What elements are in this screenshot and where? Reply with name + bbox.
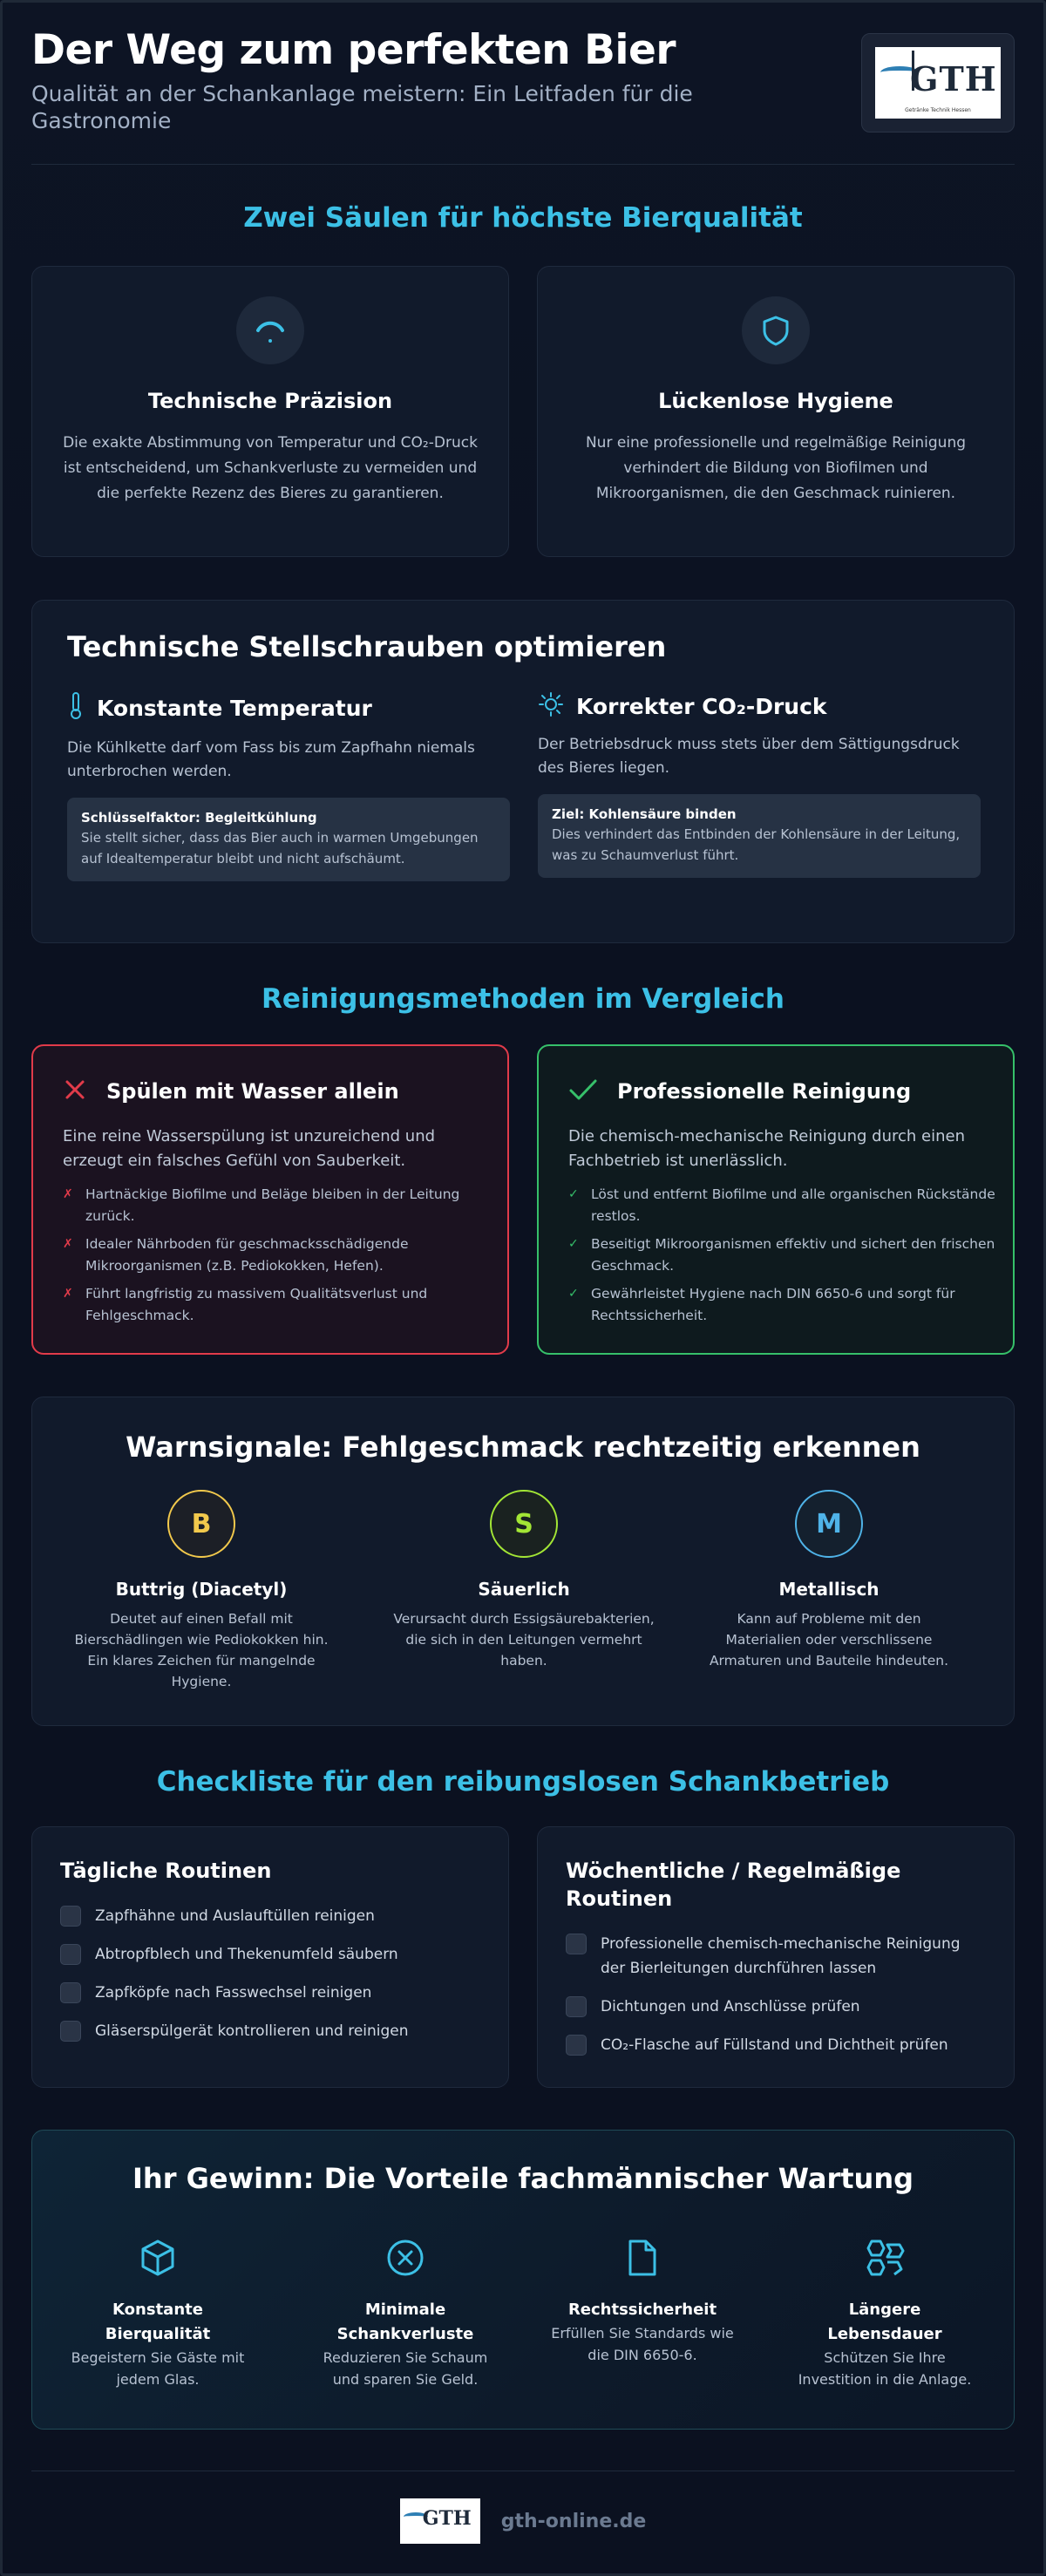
- list-item-text: Hartnäckige Biofilme und Beläge bleiben in der Leitung zurück.: [85, 1186, 460, 1224]
- checklist-item-label: CO₂-Flasche auf Füllstand und Dichtheit prüfen: [601, 2036, 948, 2054]
- x-circle-icon: [309, 2235, 501, 2280]
- check-mark-icon: ✓: [568, 1287, 579, 1301]
- comparison-card-title: Professionelle Reinigung: [617, 1079, 912, 1104]
- letter-b-icon: B: [167, 1490, 235, 1558]
- benefit-title: Konstante Bierqualität: [105, 2301, 211, 2343]
- check-mark-icon: ✓: [568, 1237, 579, 1251]
- checklist-weekly-card: [537, 1826, 1015, 2088]
- hint-title: Schlüsselfaktor: Begleitkühlung: [81, 810, 317, 826]
- checklist-item[interactable]: [60, 1904, 479, 1928]
- list-item: [63, 1234, 490, 1277]
- checklist-item[interactable]: [60, 1981, 479, 2005]
- cube-icon: [62, 2235, 254, 2280]
- logo-container: [861, 33, 1015, 133]
- list-item-text: Idealer Nährboden für geschmacksschädigende Mikroorganismen (z.B. Pediokokken, Hefen).: [85, 1236, 409, 1274]
- list-item: [63, 1283, 490, 1327]
- checklist-item-label: Abtropfblech und Thekenumfeld säubern: [95, 1946, 398, 1963]
- checklist-item-label: Dichtungen und Anschlüsse prüfen: [601, 1998, 860, 2015]
- pressure-icon: [538, 691, 564, 721]
- close-icon: [63, 1077, 87, 1105]
- checkbox[interactable]: [566, 1996, 587, 2017]
- document-icon: [547, 2235, 738, 2280]
- technical-item-title: Konstante Temperatur: [97, 695, 372, 721]
- check-mark-icon: ✓: [568, 1187, 579, 1201]
- benefit-item: [62, 2235, 254, 2390]
- gauge-icon: [236, 296, 304, 364]
- header-divider: [31, 164, 1015, 165]
- checklist-item[interactable]: [566, 1932, 984, 1981]
- benefits-card: [31, 2130, 1015, 2430]
- gth-logo: [875, 47, 1001, 119]
- check-icon: [568, 1077, 598, 1105]
- technical-item-text: Die Kühlkette darf vom Fass bis zum Zapfhahn niemals unterbrochen werden.: [67, 739, 475, 780]
- list-item: [63, 1184, 490, 1227]
- shield-icon: [742, 296, 810, 364]
- comparison-list: [568, 1184, 995, 1333]
- footer: [31, 2498, 1015, 2544]
- pillar-title: Lückenlose Hygiene: [658, 389, 893, 413]
- checklist-title: Checkliste für den reibungslosen Schankbetrieb: [156, 1766, 890, 1798]
- list-item-text: Beseitigt Mikroorganismen effektiv und sichert den frischen Geschmack.: [591, 1236, 995, 1274]
- checkbox[interactable]: [60, 1944, 81, 1965]
- checklist-item-label: Gläserspülgerät kontrollieren und reinigen: [95, 2022, 409, 2040]
- footer-logo-text: GTH: [422, 2507, 472, 2530]
- checklist-item[interactable]: [566, 1995, 984, 2019]
- pillar-card-hygiene: [537, 266, 1015, 557]
- benefit-text: Schützen Sie Ihre Investition in die Anlage.: [798, 2349, 972, 2388]
- comparison-title: Reinigungsmethoden im Vergleich: [261, 983, 785, 1015]
- warning-text: Verursacht durch Essigsäurebakterien, die sich in den Leitungen vermehrt haben.: [393, 1611, 655, 1669]
- warnings-card: [31, 1397, 1015, 1726]
- checklist-daily-card: [31, 1826, 509, 2088]
- list-item-text: Führt langfristig zu massivem Qualitätsverlust und Fehlgeschmack.: [85, 1286, 428, 1323]
- footer-logo: [400, 2498, 480, 2544]
- list-item: [568, 1234, 995, 1277]
- benefit-text: Reduzieren Sie Schaum und sparen Sie Geld.: [323, 2349, 488, 2388]
- cross-mark-icon: ✗: [63, 1287, 73, 1301]
- checklist-daily-list: [60, 1904, 479, 2057]
- pillar-text: Nur eine professionelle und regelmäßige Reinigung verhindert die Bildung von Biofilmen und Mikroorganismen, die den Geschmack ruinieren.: [585, 434, 967, 502]
- benefit-item: [309, 2235, 501, 2390]
- checkbox[interactable]: [566, 1934, 587, 1954]
- checklist-item[interactable]: [60, 1942, 479, 1967]
- pillar-card-technik: [31, 266, 509, 557]
- technical-hint: [67, 798, 510, 881]
- checklist-item[interactable]: [60, 2019, 479, 2043]
- checklist-item-label: Professionelle chemisch-mechanische Reinigung der Bierleitungen durchführen lassen: [601, 1935, 961, 1977]
- thermometer-icon: [67, 691, 85, 724]
- warning-text: Deutet auf einen Befall mit Bierschädlingen wie Pediokokken hin. Ein klares Zeichen für mangelnde Hygiene.: [74, 1611, 329, 1689]
- header: [31, 26, 1015, 139]
- checklist-daily-title: Tägliche Routinen: [60, 1859, 272, 1883]
- warning-item-buttrig: [71, 1490, 332, 1692]
- technical-card: [31, 600, 1015, 943]
- comparison-card-lead: Eine reine Wasserspülung ist unzureichend und erzeugt ein falsches Gefühl von Sauberkeit.: [63, 1127, 436, 1170]
- warning-text: Kann auf Probleme mit den Materialien oder verschlissene Armaturen und Bauteile hindeuten.: [709, 1611, 949, 1669]
- benefit-title: Minimale Schankverluste: [336, 2301, 474, 2343]
- technical-item-temperatur: [67, 691, 510, 881]
- checkbox[interactable]: [60, 1906, 81, 1927]
- checkbox[interactable]: [60, 1982, 81, 2003]
- technical-item-title: Korrekter CO₂-Druck: [576, 693, 827, 719]
- benefit-item: [789, 2235, 981, 2390]
- hint-text: Dies verhindert das Entbinden der Kohlensäure in der Leitung, was zu Schaumverlust führt.: [552, 826, 961, 863]
- letter-s-icon: S: [490, 1490, 558, 1558]
- warning-item-metallisch: [698, 1490, 960, 1671]
- cross-mark-icon: ✗: [63, 1187, 73, 1201]
- checklist-item-label: Zapfhähne und Auslauftüllen reinigen: [95, 1907, 375, 1925]
- warning-title: Buttrig (Diacetyl): [115, 1579, 288, 1600]
- letter-m-icon: M: [795, 1490, 863, 1558]
- footer-url-link[interactable]: gth-online.de: [500, 2510, 647, 2532]
- checklist-weekly-title: Wöchentliche / Regelmäßige Routinen: [566, 1859, 901, 1911]
- benefits-title: Ihr Gewinn: Die Vorteile fachmännischer Wartung: [132, 2162, 914, 2195]
- warning-title: Säuerlich: [478, 1579, 570, 1600]
- list-item-text: Gewährleistet Hygiene nach DIN 6650-6 und sorgt für Rechtssicherheit.: [591, 1286, 955, 1323]
- cross-mark-icon: ✗: [63, 1237, 73, 1251]
- checklist-item[interactable]: [566, 2033, 984, 2057]
- list-item: [568, 1283, 995, 1327]
- page-title: Der Weg zum perfekten Bier: [31, 26, 676, 74]
- benefit-text: Erfüllen Sie Standards wie die DIN 6650-6.: [551, 2325, 734, 2363]
- technical-title: Technische Stellschrauben optimieren: [67, 630, 667, 663]
- checkbox[interactable]: [60, 2021, 81, 2042]
- comparison-card-professional: [537, 1044, 1015, 1355]
- technical-item-text: Der Betriebsdruck muss stets über dem Sättigungsdruck des Bieres liegen.: [538, 736, 960, 777]
- comparison-card-water: [31, 1044, 509, 1355]
- comparison-list: [63, 1184, 490, 1333]
- list-item: [568, 1184, 995, 1227]
- warning-item-saeuerlich: [393, 1490, 655, 1671]
- benefit-item: [547, 2235, 738, 2366]
- benefit-title: Längere Lebensdauer: [827, 2301, 942, 2343]
- logo-tagline: Getränke Technik Hessen: [905, 107, 971, 113]
- warnings-title: Warnsignale: Fehlgeschmack rechtzeitig erkennen: [126, 1431, 920, 1464]
- comparison-card-title: Spülen mit Wasser allein: [106, 1079, 399, 1104]
- hint-text: Sie stellt sicher, dass das Bier auch in warmen Umgebungen auf Idealtemperatur bleibt und nicht aufschäumt.: [81, 830, 479, 867]
- pillars-title: Zwei Säulen für höchste Bierqualität: [243, 202, 803, 234]
- checklist-item-label: Zapfköpfe nach Fasswechsel reinigen: [95, 1984, 372, 2002]
- pillar-title: Technische Präzision: [147, 389, 393, 413]
- benefit-title: Rechtssicherheit: [567, 2301, 717, 2319]
- checkbox[interactable]: [566, 2035, 587, 2056]
- pillar-text: Die exakte Abstimmung von Temperatur und CO₂-Druck ist entscheidend, um Schankverluste zu vermeiden und die perfekte Rezenz des Bieres zu garantieren.: [63, 434, 478, 502]
- logo-text: GTH: [910, 59, 997, 99]
- page-subtitle: Qualität an der Schankanlage meistern: Ein Leitfaden für die Gastronomie: [31, 81, 693, 133]
- technical-hint: [538, 794, 981, 878]
- benefit-text: Begeistern Sie Gäste mit jedem Glas.: [71, 2349, 245, 2388]
- comparison-card-lead: Die chemisch-mechanische Reinigung durch einen Fachbetrieb ist unerlässlich.: [568, 1127, 965, 1170]
- checklist-weekly-list: [566, 1932, 984, 2071]
- technical-item-co2: [538, 691, 981, 878]
- hint-title: Ziel: Kohlensäure binden: [552, 806, 737, 822]
- shapes-icon: [789, 2235, 981, 2280]
- list-item-text: Löst und entfernt Biofilme und alle organischen Rückstände restlos.: [591, 1186, 995, 1224]
- warning-title: Metallisch: [778, 1579, 880, 1600]
